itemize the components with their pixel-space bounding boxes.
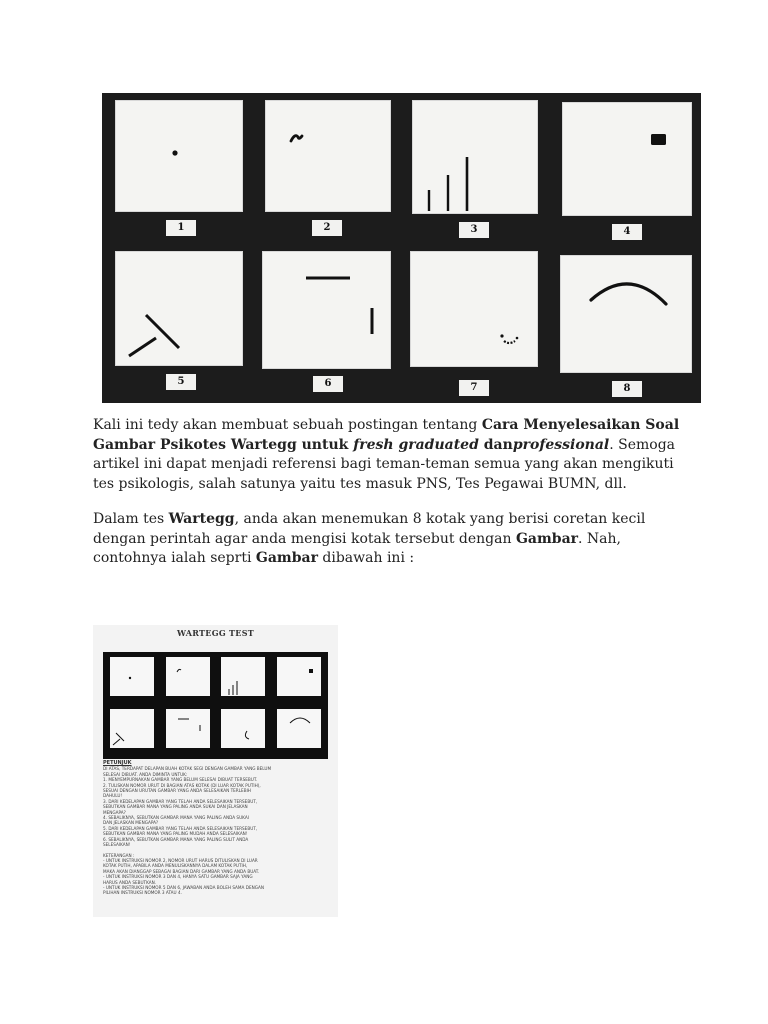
wartegg-board-image <box>102 93 701 403</box>
test-sheet-instructions <box>103 761 329 896</box>
instructions-heading: PETUNJUK <box>103 760 132 766</box>
black-square-icon <box>277 657 321 696</box>
note-lines <box>103 858 329 896</box>
note-line: KOTAK PUTIH, APABILA ANDA MENULISKANNYA DALAM KOTAK PUTIH, <box>103 863 248 869</box>
wartegg-panel-5 <box>115 251 243 366</box>
perpendicular-lines-icon <box>263 252 390 368</box>
black-square-icon <box>563 103 691 215</box>
small-dotted-curve-icon <box>221 709 265 748</box>
instruction-line: SELESAI DIBUAT. ANDA DIMINTA UNTUK: <box>103 771 188 777</box>
wartegg-panel-6 <box>262 251 391 369</box>
sheet-cell-7 <box>221 709 265 748</box>
instruction-line: SEBUTKAN GAMBAR MANA YANG PALING MUDAH ANDA SELESAIKAN! <box>103 831 248 837</box>
wartegg-description-paragraph: Dalam tes Wartegg, anda akan menemukan 8 kotak yang berisi coretan kecil dengan perintah agar anda mengisi kotak tersebut dengan Gambar. Nah, contohnya ialah seprti Gambar dibawah ini : <box>93 511 646 566</box>
wartegg-label-7: 7 <box>459 380 489 396</box>
wartegg-label-4: 4 <box>612 224 642 240</box>
sheet-cell-2 <box>166 657 210 696</box>
note-line: - UNTUK INSTRUKSI NOMOR 2, NOMOR URUT HARUS DITULISKAN DI LUAR <box>103 857 258 863</box>
note-line: - UNTUK INSTRUKSI NOMOR 3 DAN 4, HANYA SATU GAMBAR SAJA YANG <box>103 874 253 880</box>
instruction-line: MENGAPA? <box>103 809 126 815</box>
sheet-cell-8 <box>277 709 321 748</box>
sheet-cell-6 <box>166 709 210 748</box>
wartegg-panel-2 <box>265 100 391 212</box>
note-line: PILIHAN INSTRUKSI NOMOR 3 ATAU 4. <box>103 890 182 896</box>
wartegg-test-sheet-image <box>93 625 338 917</box>
instruction-line: 5. DARI KEDELAPAN GAMBAR YANG TELAH ANDA SELESAIKAN TERSEBUT, <box>103 825 258 831</box>
note-line: MAKA AKAN DIANGGAP SEBAGAI BAGIAN DARI GAMBAR YANG ANDA BUAT. <box>103 868 260 874</box>
arc-icon <box>277 709 321 748</box>
wartegg-label-2: 2 <box>312 220 342 236</box>
perpendicular-lines-icon <box>166 709 210 748</box>
sheet-cell-4 <box>277 657 321 696</box>
instruction-line: SEBUTKAN GAMBAR MANA YANG PALING ANDA SUKAI DAN JELASKAN <box>103 804 248 810</box>
test-sheet-grid <box>103 652 328 759</box>
small-dotted-curve-icon <box>411 252 537 366</box>
intro-paragraph: Kali ini tedy akan membuat sebuah postingan tentang Cara Menyelesaikan Soal Gambar Psikotes Wartegg untuk fresh graduated danprofessional. Semoga artikel ini dapat menjadi referensi bagi teman-teman semua yang akan mengikuti tes psikologis, salah satunya yaitu tes masuk PNS, Tes Pegawai BUMN, dll. <box>93 417 680 492</box>
wartegg-label-6: 6 <box>313 376 343 392</box>
instruction-line: 1. MENYEMPURNAKAN GAMBAR YANG BELUM SELESAI DIBUAT TERSEBUT. <box>103 777 258 783</box>
curved-hook-icon <box>166 657 210 696</box>
wartegg-label-8: 8 <box>612 381 642 397</box>
note-line: HARUS ANDA SEBUTKAN. <box>103 879 157 885</box>
sheet-cell-3 <box>221 657 265 696</box>
instruction-line: DAHULU! <box>103 793 123 799</box>
notes-heading: KETERANGAN : <box>103 852 135 858</box>
instruction-line: 4. SEBALIKNYA, SEBUTKAN GAMBAR MANA YANG PALING ANDA SUKAI <box>103 815 249 821</box>
three-vertical-lines-icon <box>221 657 265 696</box>
instruction-line: DI ATAS, TERDAPAT DELAPAN BUAH KOTAK SEGI DENGAN GAMBAR YANG BELUM <box>103 766 272 772</box>
wartegg-label-3: 3 <box>459 222 489 238</box>
test-sheet-title: WARTEGG TEST <box>176 628 255 638</box>
dot-icon <box>110 657 154 696</box>
sheet-cell-5 <box>110 709 154 748</box>
instruction-line: 2. TULISKAN NOMOR URUT DI BAGIAN ATAS KOTAK (DI LUAR KOTAK PUTIH), <box>103 782 261 788</box>
two-diagonal-lines-icon <box>116 252 242 365</box>
arc-icon <box>561 256 691 372</box>
wartegg-label-5: 5 <box>166 374 196 390</box>
instruction-lines <box>103 766 329 847</box>
curved-hook-icon <box>266 101 390 211</box>
wartegg-panel-1 <box>115 100 243 212</box>
two-diagonal-lines-icon <box>110 709 154 748</box>
wartegg-panel-3 <box>412 100 538 214</box>
dot-icon <box>116 101 242 211</box>
instruction-line: 3. DARI KEDELAPAN GAMBAR YANG TELAH ANDA SELESAIKAN TERSEBUT, <box>103 798 258 804</box>
sheet-cell-1 <box>110 657 154 696</box>
instruction-line: 6. SEBALIKNYA, SEBUTKAN GAMBAR MANA YANG PALING SULIT ANDA <box>103 836 249 842</box>
instruction-line: SELESAIKAN! <box>103 842 131 848</box>
wartegg-label-1: 1 <box>166 220 196 236</box>
wartegg-panel-7 <box>410 251 538 367</box>
note-line: - UNTUK INSTRUKSI NOMOR 5 DAN 6, JAWABAN ANDA BOLEH SAMA DENGAN <box>103 884 264 890</box>
three-vertical-lines-icon <box>413 101 537 213</box>
wartegg-panel-4 <box>562 102 692 216</box>
instruction-line: SESUAI DENGAN URUTAN GAMBAR YANG ANDA SELESAIKAN TERLEBIH <box>103 788 251 794</box>
wartegg-panel-8 <box>560 255 692 373</box>
instruction-line: DAN JELASKAN MENGAPA? <box>103 820 159 826</box>
